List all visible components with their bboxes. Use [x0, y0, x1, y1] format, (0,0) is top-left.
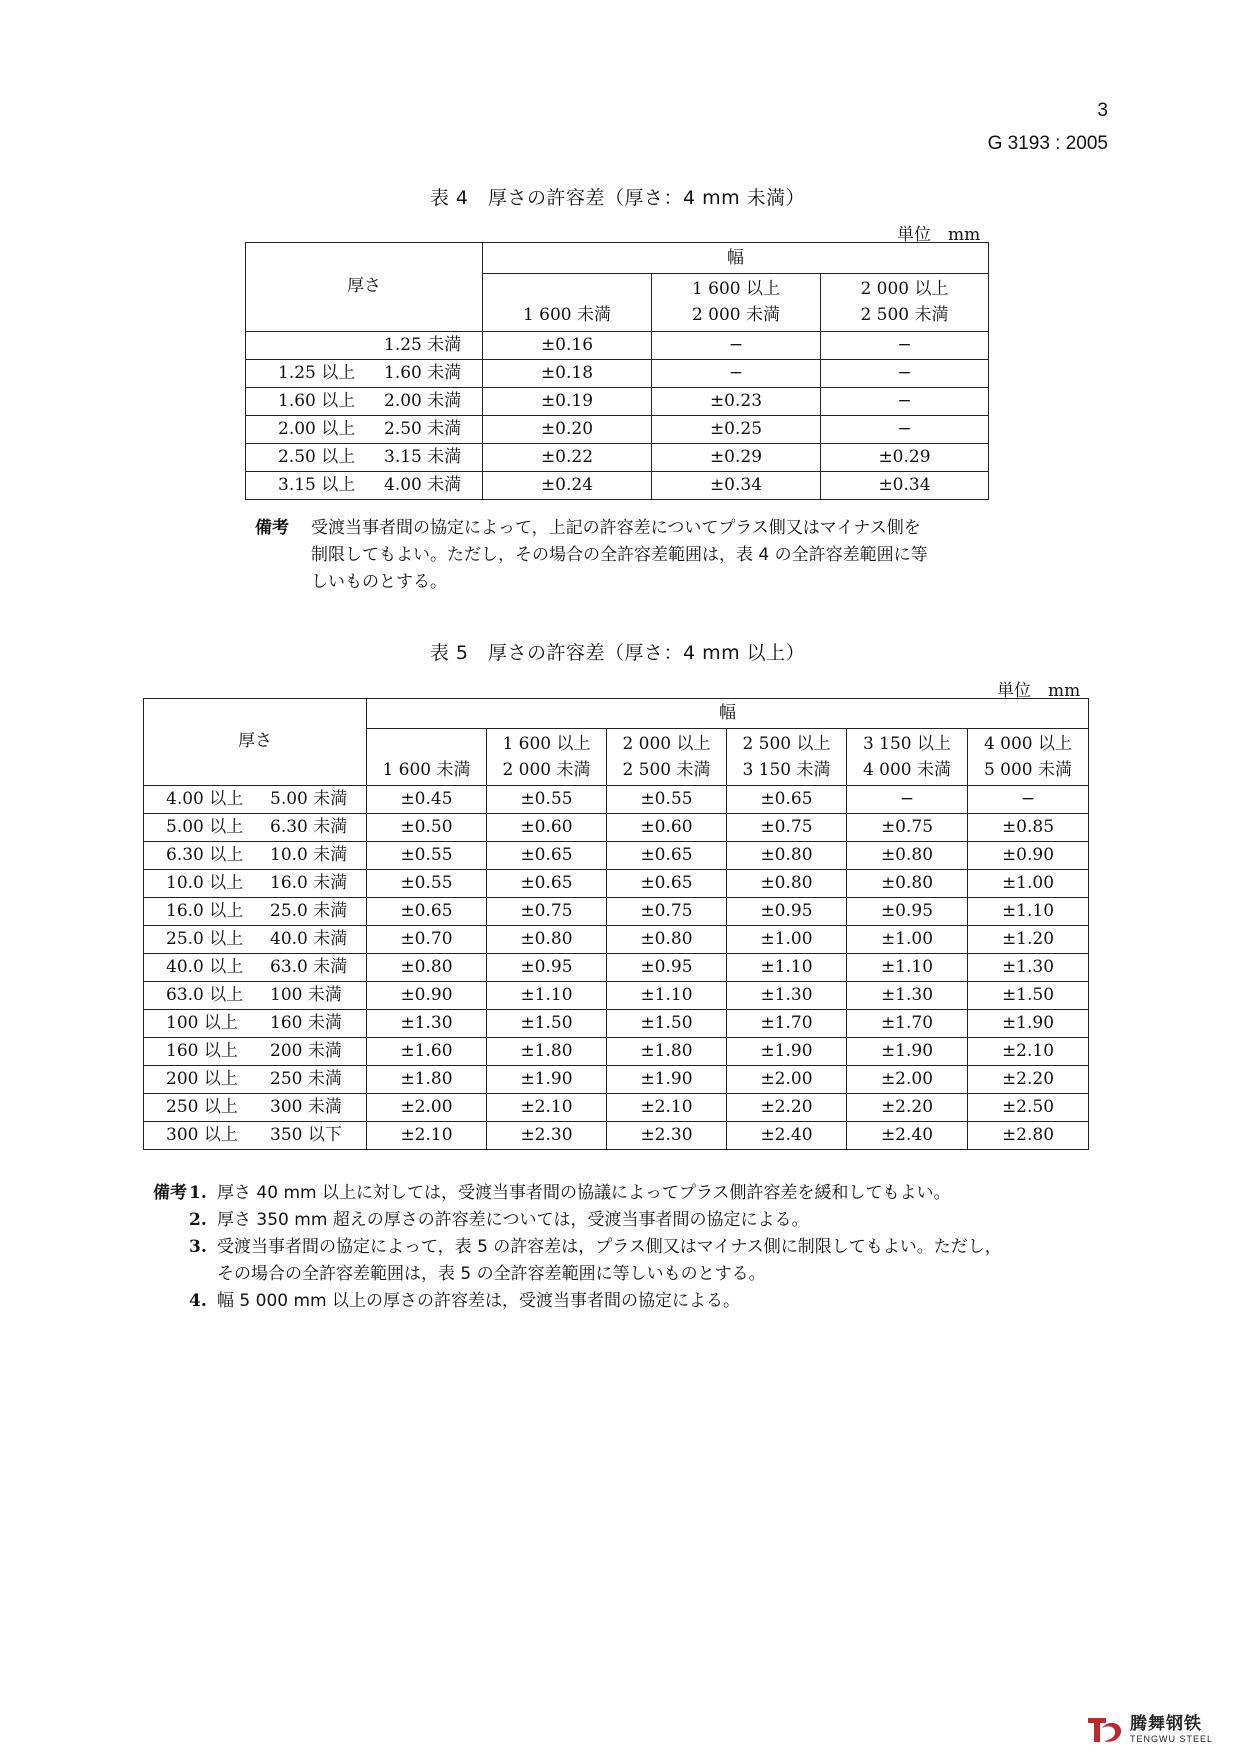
- table5-tolerance-cell: ±1.90: [968, 1010, 1089, 1038]
- table5-tolerance-cell: ±0.50: [367, 814, 487, 842]
- table5-tolerance-cell: ±2.20: [847, 1094, 968, 1122]
- table5-note-line: 幅 5 000 mm 以上の厚さの許容差は，受渡当事者間の協定による。: [217, 1291, 740, 1311]
- table4-thickness-to: 2.00 未満: [384, 391, 462, 411]
- table5-tolerance-cell: ±0.80: [607, 926, 727, 954]
- table5-tolerance-cell: ±0.95: [727, 898, 847, 926]
- table5-tolerance-cell: ±2.20: [968, 1066, 1089, 1094]
- table5-tolerance-cell: ±1.90: [847, 1038, 968, 1066]
- table5-tolerance-cell: ±1.20: [968, 926, 1089, 954]
- table4-tolerance-cell: ±0.22: [483, 444, 652, 472]
- table4-thickness-from: 2.00 以上: [278, 419, 356, 439]
- table5-tolerance-cell: ±1.30: [727, 982, 847, 1010]
- table4-thickness-to: 1.25 未満: [384, 335, 462, 355]
- table5-width-col-to: 5 000 未満: [983, 759, 1073, 780]
- table5-tolerance-cell: ±0.60: [607, 814, 727, 842]
- table5-tolerance-cell: ±0.55: [367, 870, 487, 898]
- table5-tolerance-cell: ±1.10: [727, 954, 847, 982]
- table5-tolerance-cell: ±1.10: [487, 982, 607, 1010]
- table5-thickness-to: 10.0 未満: [270, 845, 348, 865]
- table5-thickness-from: 4.00 以上: [166, 789, 244, 809]
- table5-row: [144, 1066, 1089, 1094]
- table4: [245, 242, 989, 500]
- table5-tolerance-cell: ±0.80: [367, 954, 487, 982]
- table5-note-item: [153, 1234, 1103, 1288]
- table5-thickness-to: 40.0 未満: [270, 929, 348, 949]
- table5-tolerance-cell: ±1.30: [847, 982, 968, 1010]
- table5-row-thickness: [144, 842, 367, 870]
- table5-tolerance-cell: ±1.10: [607, 982, 727, 1010]
- table5-row: [144, 982, 1089, 1010]
- table5-tolerance-cell: ±1.50: [487, 1010, 607, 1038]
- table4-unit: 単位 mm: [897, 225, 981, 245]
- table4-row: [246, 388, 989, 416]
- table4-note-label: 備考: [255, 518, 289, 538]
- table5-tolerance-cell: ±1.10: [968, 898, 1089, 926]
- table5-width-col: [367, 729, 487, 786]
- table5-row-thickness: [144, 982, 367, 1010]
- table4-row-thickness: [246, 388, 483, 416]
- table4-row-thickness: [246, 444, 483, 472]
- table5-tolerance-cell: ±0.65: [727, 786, 847, 814]
- table4-title: 表 4 厚さの許容差（厚さ：4 mm 未満）: [429, 187, 806, 209]
- table5-tolerance-cell: ±0.55: [487, 786, 607, 814]
- table5-tolerance-cell: ±1.90: [607, 1066, 727, 1094]
- table4-tolerance-cell: ±0.23: [652, 388, 821, 416]
- table5-note-item: [153, 1180, 1103, 1207]
- table5-tolerance-cell: ±0.60: [487, 814, 607, 842]
- table4-width-col: [483, 274, 652, 332]
- table5-tolerance-cell: ±0.80: [727, 870, 847, 898]
- table5-tolerance-cell: ±0.90: [367, 982, 487, 1010]
- table5-note-number: 3.: [189, 1237, 207, 1257]
- table5-row-thickness: [144, 870, 367, 898]
- table5-thickness-from: 40.0 以上: [166, 957, 244, 977]
- table5-row-thickness: [144, 954, 367, 982]
- table5-thickness-to: 200 未満: [270, 1041, 342, 1061]
- table4-tolerance-cell: −: [821, 416, 989, 444]
- table5-width-col: [607, 729, 727, 786]
- table5-tolerance-cell: ±0.80: [727, 842, 847, 870]
- table4-width-col-to: 2 500 未満: [860, 305, 949, 325]
- table5-thickness-to: 25.0 未満: [270, 901, 348, 921]
- table4-thickness-to: 3.15 未満: [384, 447, 462, 467]
- table5-tolerance-cell: ±2.00: [367, 1094, 487, 1122]
- table5-tolerance-cell: ±2.30: [607, 1122, 727, 1150]
- table4-note-line: 制限してもよい。ただし，その場合の全許容差範囲は，表 4 の全許容差範囲に等: [311, 545, 928, 565]
- table5-row: [144, 842, 1089, 870]
- table5-tolerance-cell: ±0.75: [847, 814, 968, 842]
- table5-tolerance-cell: ±0.65: [607, 842, 727, 870]
- table5-tolerance-cell: ±2.80: [968, 1122, 1089, 1150]
- table5-note-item: [153, 1207, 1103, 1234]
- table5-thickness-to: 5.00 未満: [270, 789, 348, 809]
- table5-row: [144, 1038, 1089, 1066]
- table5-thickness-from: 200 以上: [166, 1069, 238, 1089]
- table5-width-col-to: 3 150 未満: [742, 759, 831, 780]
- table5-tolerance-cell: ±1.90: [487, 1066, 607, 1094]
- table5-width-col-from: 2 500 以上: [742, 733, 831, 754]
- table4-tolerance-cell: ±0.29: [821, 444, 989, 472]
- table5-row-thickness: [144, 1094, 367, 1122]
- table4-tolerance-cell: ±0.34: [652, 472, 821, 500]
- table5-tolerance-cell: ±2.20: [727, 1094, 847, 1122]
- tengwu-logo-icon: [1084, 1714, 1124, 1746]
- logo-chinese-text: 腾舞钢铁: [1129, 1714, 1202, 1734]
- table5-tolerance-cell: ±0.80: [487, 926, 607, 954]
- table5-tolerance-cell: ±0.55: [607, 786, 727, 814]
- table5-tolerance-cell: ±2.30: [487, 1122, 607, 1150]
- table5-thickness-to: 16.0 未満: [270, 873, 348, 893]
- table5-tolerance-cell: ±1.10: [847, 954, 968, 982]
- table5-thickness-from: 160 以上: [166, 1041, 238, 1061]
- table5-width-col: [487, 729, 607, 786]
- table5-tolerance-cell: ±2.40: [847, 1122, 968, 1150]
- table4-header-thickness: 厚さ: [246, 243, 483, 332]
- table5-tolerance-cell: ±0.75: [487, 898, 607, 926]
- table5-note-label: 備考: [153, 1183, 187, 1203]
- table5-tolerance-cell: ±1.00: [727, 926, 847, 954]
- table5-thickness-from: 10.0 以上: [166, 873, 244, 893]
- table5-tolerance-cell: ±0.95: [607, 954, 727, 982]
- table5-thickness-from: 5.00 以上: [166, 817, 244, 837]
- table5-tolerance-cell: ±2.00: [847, 1066, 968, 1094]
- table5-width-col-from: 1 600 以上: [502, 733, 591, 754]
- table5-tolerance-cell: ±0.95: [847, 898, 968, 926]
- table5-row-thickness: [144, 1122, 367, 1150]
- table4-row: [246, 360, 989, 388]
- table5-tolerance-cell: ±0.65: [487, 842, 607, 870]
- table4-width-col-from: 1 600 以上: [691, 279, 781, 299]
- table5-row-thickness: [144, 786, 367, 814]
- table5-tolerance-cell: ±2.50: [968, 1094, 1089, 1122]
- table5-width-col: [727, 729, 847, 786]
- table5-width-col: [847, 729, 968, 786]
- table4-tolerance-cell: −: [652, 360, 821, 388]
- table4-header-width: 幅: [483, 243, 989, 274]
- table5-row: [144, 814, 1089, 842]
- table5-tolerance-cell: ±1.80: [367, 1066, 487, 1094]
- table5-row-thickness: [144, 898, 367, 926]
- table5-note-number: 2.: [189, 1210, 207, 1230]
- page-number: 3: [1097, 100, 1108, 121]
- table5-tolerance-cell: ±0.85: [968, 814, 1089, 842]
- table5-width-col-from: 2 000 以上: [622, 733, 711, 754]
- table5-row: [144, 1010, 1089, 1038]
- table4-width-col: [821, 274, 989, 332]
- table5-unit: 単位 mm: [997, 681, 1081, 701]
- table5-tolerance-cell: ±1.50: [607, 1010, 727, 1038]
- table4-row-thickness: [246, 360, 483, 388]
- table5-note-line: 厚さ 350 mm 超えの厚さの許容差については，受渡当事者間の協定による。: [217, 1210, 809, 1230]
- table4-width-col: [652, 274, 821, 332]
- table5-row: [144, 926, 1089, 954]
- table5-width-col-from: 4 000 以上: [983, 733, 1073, 754]
- table5: [143, 698, 1089, 1150]
- table5-note-number: 1.: [189, 1183, 207, 1203]
- table5-row-thickness: [144, 1010, 367, 1038]
- table5-tolerance-cell: ±2.10: [487, 1094, 607, 1122]
- table5-tolerance-cell: ±1.80: [607, 1038, 727, 1066]
- table5-width-col-from: [367, 731, 486, 757]
- table5-row: [144, 1122, 1089, 1150]
- table4-width-col-from: 2 000 以上: [860, 279, 949, 299]
- table5-row: [144, 1094, 1089, 1122]
- table5-thickness-to: 300 未満: [270, 1097, 342, 1117]
- table5-title: 表 5 厚さの許容差（厚さ：4 mm 以上）: [429, 642, 806, 664]
- table5-width-col-to: 1 600 未満: [382, 759, 471, 780]
- table5-tolerance-cell: ±1.30: [367, 1010, 487, 1038]
- table5-tolerance-cell: ±0.80: [847, 842, 968, 870]
- table5-row: [144, 786, 1089, 814]
- logo-english-text: TENGWU STEEL: [1129, 1734, 1213, 1744]
- table4-tolerance-cell: ±0.20: [483, 416, 652, 444]
- table5-thickness-to: 6.30 未満: [270, 817, 348, 837]
- table4-width-col-to: 2 000 未満: [691, 305, 781, 325]
- table4-row-thickness: [246, 416, 483, 444]
- table5-tolerance-cell: ±0.65: [487, 870, 607, 898]
- table5-thickness-to: 250 未満: [270, 1069, 342, 1089]
- table5-tolerance-cell: ±1.00: [847, 926, 968, 954]
- table5-tolerance-cell: ±2.40: [727, 1122, 847, 1150]
- table5-header-width: 幅: [367, 699, 1089, 729]
- table4-thickness-from: 2.50 以上: [278, 447, 356, 467]
- table4-tolerance-cell: ±0.34: [821, 472, 989, 500]
- table5-thickness-to: 350 以下: [270, 1125, 342, 1145]
- table5-thickness-from: 100 以上: [166, 1013, 238, 1033]
- table5-tolerance-cell: ±0.95: [487, 954, 607, 982]
- table5-note-line: 厚さ 40 mm 以上に対しては，受渡当事者間の協議によってプラス側許容差を緩和してもよい。: [217, 1183, 951, 1203]
- table5-notes: [153, 1180, 1103, 1315]
- table5-tolerance-cell: ±0.80: [847, 870, 968, 898]
- table5-tolerance-cell: ±0.90: [968, 842, 1089, 870]
- table5-tolerance-cell: ±1.80: [487, 1038, 607, 1066]
- table5-width-col-to: 4 000 未満: [862, 759, 952, 780]
- table4-tolerance-cell: −: [652, 332, 821, 360]
- table4-tolerance-cell: ±0.29: [652, 444, 821, 472]
- table5-thickness-from: 250 以上: [166, 1097, 238, 1117]
- table5-row-thickness: [144, 814, 367, 842]
- table4-tolerance-cell: ±0.25: [652, 416, 821, 444]
- table5-thickness-from: 63.0 以上: [166, 985, 244, 1005]
- table5-header-thickness: 厚さ: [144, 699, 367, 786]
- table4-thickness-to: 4.00 未満: [384, 475, 462, 495]
- table5-tolerance-cell: ±1.60: [367, 1038, 487, 1066]
- table5-width-col-to: 2 000 未満: [502, 759, 591, 780]
- table5-tolerance-cell: ±1.70: [847, 1010, 968, 1038]
- table5-tolerance-cell: ±0.75: [727, 814, 847, 842]
- table5-note-line: その場合の全許容差範囲は，表 5 の全許容差範囲に等しいものとする。: [217, 1264, 766, 1284]
- table4-note-line: 受渡当事者間の協定によって，上記の許容差についてプラス側又はマイナス側を: [311, 518, 921, 538]
- table5-thickness-to: 63.0 未満: [270, 957, 348, 977]
- table5-tolerance-cell: ±2.10: [968, 1038, 1089, 1066]
- tengwu-logo: [1084, 1714, 1213, 1746]
- table5-row-thickness: [144, 1038, 367, 1066]
- table4-note-line: しいものとする。: [311, 572, 447, 592]
- table5-tolerance-cell: ±2.10: [607, 1094, 727, 1122]
- table5-tolerance-cell: ±0.55: [367, 842, 487, 870]
- table4-tolerance-cell: −: [821, 388, 989, 416]
- table5-tolerance-cell: ±1.50: [968, 982, 1089, 1010]
- table5-row-thickness: [144, 1066, 367, 1094]
- table5-note-line: 受渡当事者間の協定によって，表 5 の許容差は，プラス側又はマイナス側に制限してもよい。ただし，: [217, 1237, 1002, 1257]
- table4-row: [246, 472, 989, 500]
- table4-thickness-to: 1.60 未満: [384, 363, 462, 383]
- table5-tolerance-cell: ±2.10: [367, 1122, 487, 1150]
- table5-tolerance-cell: ±1.00: [968, 870, 1089, 898]
- table5-row-thickness: [144, 926, 367, 954]
- table5-tolerance-cell: −: [968, 786, 1089, 814]
- table4-thickness-from: 1.25 以上: [278, 363, 356, 383]
- table4-row-thickness: [246, 332, 483, 360]
- table5-note-item: [153, 1288, 1103, 1315]
- table5-thickness-from: 25.0 以上: [166, 929, 244, 949]
- table5-row: [144, 870, 1089, 898]
- table5-thickness-from: 300 以上: [166, 1125, 238, 1145]
- table4-thickness-from: 1.60 以上: [278, 391, 356, 411]
- table4-tolerance-cell: ±0.18: [483, 360, 652, 388]
- table5-width-col: [968, 729, 1089, 786]
- table4-tolerance-cell: ±0.19: [483, 388, 652, 416]
- table5-thickness-from: 6.30 以上: [166, 845, 244, 865]
- table5-thickness-to: 100 未満: [270, 985, 342, 1005]
- table5-tolerance-cell: ±0.45: [367, 786, 487, 814]
- table4-row: [246, 444, 989, 472]
- table4-thickness-from: 3.15 以上: [278, 475, 356, 495]
- table5-row: [144, 898, 1089, 926]
- table4-tolerance-cell: −: [821, 332, 989, 360]
- table4-row: [246, 416, 989, 444]
- table5-tolerance-cell: ±1.70: [727, 1010, 847, 1038]
- table4-row-thickness: [246, 472, 483, 500]
- table4-width-col-to: 1 600 未満: [522, 305, 612, 325]
- table5-width-col-to: 2 500 未満: [622, 759, 711, 780]
- table5-tolerance-cell: ±0.75: [607, 898, 727, 926]
- table4-row: [246, 332, 989, 360]
- table5-tolerance-cell: −: [847, 786, 968, 814]
- table5-width-col-from: 3 150 以上: [862, 733, 952, 754]
- table4-thickness-to: 2.50 未満: [384, 419, 462, 439]
- document-id: G 3193 : 2005: [987, 133, 1108, 154]
- table4-tolerance-cell: ±0.24: [483, 472, 652, 500]
- table5-tolerance-cell: ±0.65: [607, 870, 727, 898]
- table5-tolerance-cell: ±1.30: [968, 954, 1089, 982]
- table4-notes: [255, 515, 995, 596]
- table4-tolerance-cell: −: [821, 360, 989, 388]
- table5-thickness-from: 16.0 以上: [166, 901, 244, 921]
- table5-note-number: 4.: [189, 1291, 207, 1311]
- table4-width-col-from: [483, 276, 651, 302]
- table5-tolerance-cell: ±1.90: [727, 1038, 847, 1066]
- table5-row: [144, 954, 1089, 982]
- table4-tolerance-cell: ±0.16: [483, 332, 652, 360]
- table5-thickness-to: 160 未満: [270, 1013, 342, 1033]
- table5-tolerance-cell: ±0.65: [367, 898, 487, 926]
- table5-tolerance-cell: ±2.00: [727, 1066, 847, 1094]
- table5-tolerance-cell: ±0.70: [367, 926, 487, 954]
